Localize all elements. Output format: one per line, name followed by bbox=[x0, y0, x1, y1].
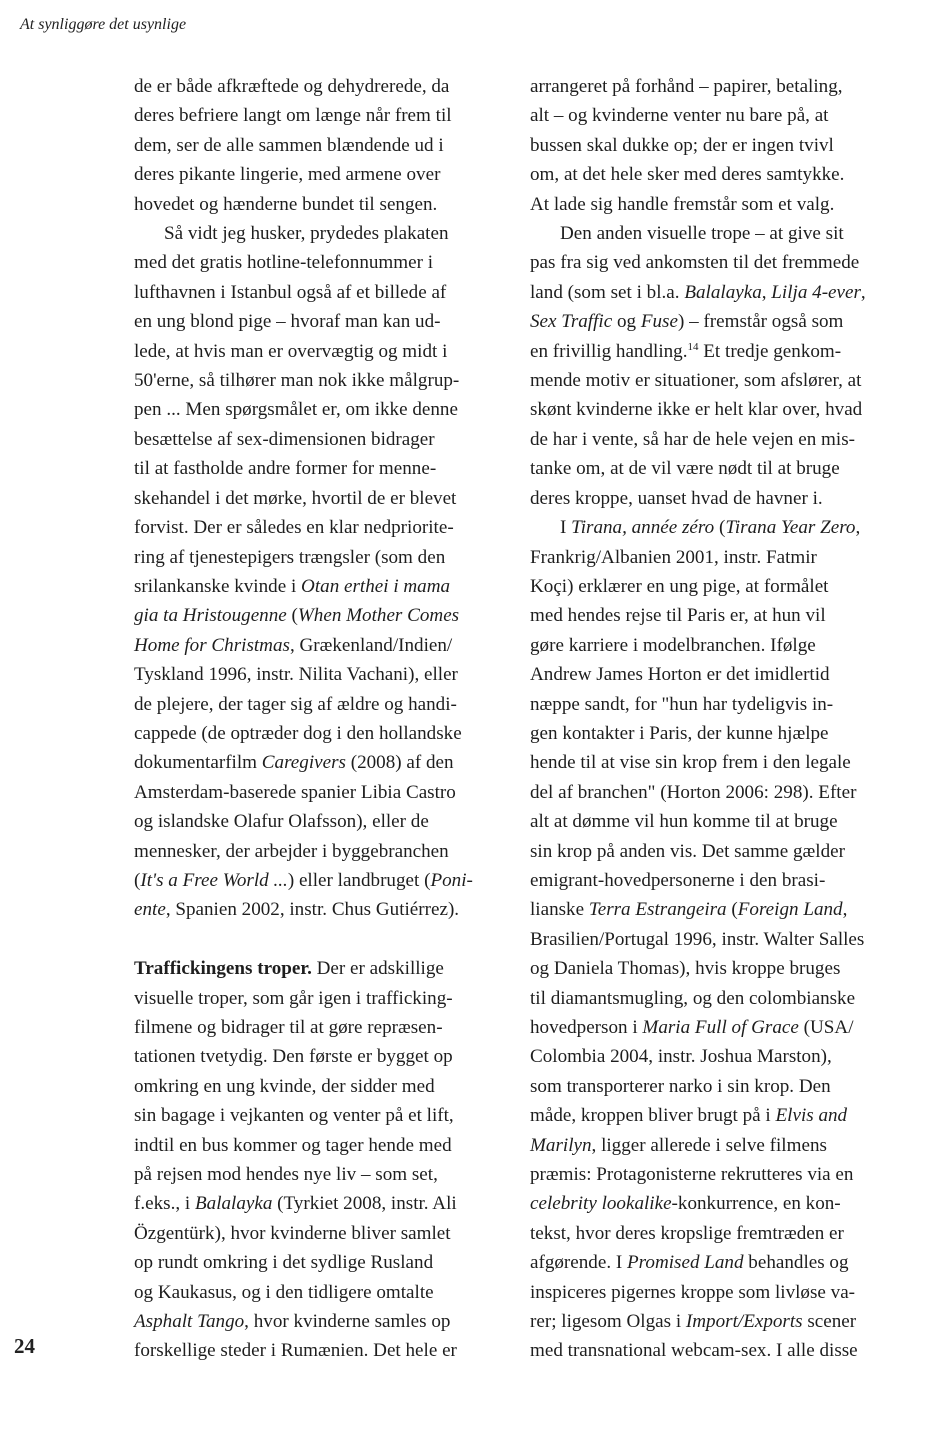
text-run: behandles og bbox=[743, 1252, 849, 1274]
film-title: Balalayka bbox=[194, 1193, 273, 1215]
text-run: (USA/ bbox=[798, 1017, 854, 1038]
text-line: en ung blond pige – hvoraf man kan ud- bbox=[134, 311, 441, 333]
text-line bbox=[134, 1307, 500, 1336]
film-title: Lilja 4-ever bbox=[771, 281, 861, 303]
film-title: It's a Free World ... bbox=[140, 869, 288, 891]
text-line: inspiceres pigernes kroppe som livløse va- bbox=[530, 1281, 856, 1303]
text-line: til at fastholde andre former for menne- bbox=[134, 458, 437, 480]
text-run: , bbox=[860, 281, 866, 303]
text-line bbox=[530, 513, 902, 542]
text-line bbox=[134, 954, 500, 983]
text-line: mende motiv er situationer, som afslører, at bbox=[530, 370, 862, 392]
text-run: I bbox=[560, 517, 572, 539]
text-line: cappede (de optræder dog i den hollandske bbox=[134, 722, 462, 744]
text-run: Der er adskillige bbox=[311, 958, 444, 980]
text-line: omkring en ung kvinde, der sidder med bbox=[134, 1075, 435, 1097]
text-line bbox=[530, 1131, 902, 1160]
text-line bbox=[134, 572, 500, 601]
text-run: en frivillig handling. bbox=[530, 340, 688, 362]
text-line bbox=[134, 1189, 500, 1218]
text-line: indtil en bus kommer og tager hende med bbox=[134, 1134, 452, 1156]
text-line: præmis: Protagonisterne rekrutteres via en bbox=[530, 1164, 854, 1186]
emphasis-term: celebrity lookalike bbox=[530, 1193, 672, 1215]
text-run: Et tredje genkom- bbox=[698, 340, 842, 362]
text-line: med transnational webcam-sex. I alle disse bbox=[530, 1340, 858, 1362]
text-line: arrangeret på forhånd – papirer, betaling, bbox=[530, 76, 843, 97]
film-title: Maria Full of Grace bbox=[642, 1017, 799, 1038]
text-line bbox=[530, 1101, 902, 1130]
film-title: Caregivers bbox=[261, 752, 346, 774]
film-title: gia ta Hristougenne bbox=[134, 605, 287, 627]
text-run: , Spanien 2002, instr. Chus Gutiérrez). bbox=[165, 899, 460, 921]
text-line bbox=[530, 1189, 902, 1218]
text-run: dokumentarfilm bbox=[134, 752, 262, 774]
text-line: tekst, hvor deres kropslige fremtræden er bbox=[530, 1222, 844, 1244]
text-run: (2008) af den bbox=[345, 752, 454, 774]
text-line: filmene og bidrager til at gøre repræsen- bbox=[134, 1016, 443, 1038]
text-line bbox=[530, 1248, 902, 1277]
text-line: ring af tjenestepigers trængsler (som den bbox=[134, 546, 446, 568]
text-line: om, at det hele sker med deres samtykke. bbox=[530, 164, 845, 186]
text-run: lianske bbox=[530, 899, 589, 921]
text-line: gen kontakter i Paris, der kunne hjælpe bbox=[530, 722, 829, 744]
film-title: Balalayka bbox=[684, 281, 762, 303]
text-line: og islandske Olafur Olafsson), eller de bbox=[134, 811, 429, 833]
text-line bbox=[530, 337, 902, 366]
text-line: Så vidt jeg husker, prydedes plakaten bbox=[164, 223, 449, 245]
film-title: Tirana Year Zero bbox=[725, 517, 856, 539]
film-title: Import/Exports bbox=[685, 1311, 803, 1333]
text-line: skehandel i det mørke, hvortil de er blevet bbox=[134, 487, 457, 509]
text-run: ( bbox=[286, 605, 298, 627]
text-line: Colombia 2004, instr. Joshua Marston), bbox=[530, 1046, 832, 1068]
text-line: emigrant-hovedpersonerne i den brasi- bbox=[530, 869, 826, 891]
text-line: tanke om, at de vil være nødt til at bruge bbox=[530, 458, 840, 480]
text-line: og Daniela Thomas), hvis kroppe bruges bbox=[530, 958, 841, 980]
film-title: Foreign Land bbox=[737, 899, 843, 921]
footnote-marker: 14 bbox=[687, 340, 699, 353]
text-line: Tyskland 1996, instr. Nilita Vachani), eller bbox=[134, 664, 458, 686]
text-run: og bbox=[612, 311, 641, 333]
film-title: Asphalt Tango bbox=[134, 1311, 245, 1333]
paragraph-gap bbox=[134, 925, 500, 954]
text-line bbox=[134, 631, 500, 660]
left-text-column bbox=[134, 72, 500, 1366]
text-line: til diamantsmugling, og den colombianske bbox=[530, 987, 856, 1009]
text-run: , bbox=[761, 281, 772, 303]
film-title: Terra Estrangeira bbox=[588, 899, 727, 921]
text-line bbox=[530, 1307, 902, 1336]
film-title: Poni- bbox=[430, 869, 473, 891]
text-line: de plejere, der tager sig af ældre og handi- bbox=[134, 693, 457, 715]
text-run: , hvor kvinderne samles op bbox=[244, 1311, 451, 1333]
page-number: 24 bbox=[14, 1334, 35, 1358]
text-run: scener bbox=[802, 1311, 857, 1333]
text-line: del af branchen" (Horton 2006: 298). Efter bbox=[530, 781, 857, 803]
text-line: med det gratis hotline-telefonnummer i bbox=[134, 252, 434, 274]
text-line: sin bagage i vejkanten og venter på et lift, bbox=[134, 1105, 454, 1127]
text-line bbox=[134, 866, 500, 895]
text-run: ( bbox=[714, 517, 726, 539]
text-line: tationen tvetydig. Den første er bygget op bbox=[134, 1046, 453, 1068]
text-line: lufthavnen i Istanbul også af et billede af bbox=[134, 281, 447, 303]
right-text-column bbox=[530, 72, 902, 1366]
text-line: bussen skal dukke op; der er ingen tvivl bbox=[530, 134, 834, 156]
text-line: alt at dømme vil hun komme til at bruge bbox=[530, 811, 838, 833]
text-line bbox=[134, 748, 500, 777]
text-line: At lade sig handle fremstår som et valg. bbox=[530, 193, 835, 215]
film-title: Promised Land bbox=[627, 1252, 744, 1274]
text-line: Den anden visuelle trope – at give sit bbox=[560, 223, 844, 245]
text-line: 50'erne, så tilhører man nok ikke målgrup- bbox=[134, 370, 460, 392]
text-line: sin krop på anden vis. Det samme gælder bbox=[530, 840, 845, 862]
text-line: besættelse af sex-dimensionen bidrager bbox=[134, 428, 435, 450]
text-line: lede, at hvis man er overvægtig og midt i bbox=[134, 340, 448, 362]
text-run: ) eller landbruget ( bbox=[287, 869, 431, 891]
text-run: land (som set i bl.a. bbox=[530, 281, 685, 303]
text-run: , ligger allerede i selve filmens bbox=[591, 1134, 827, 1156]
text-line: deres kroppe, uanset hvad de havner i. bbox=[530, 487, 823, 509]
text-run: ( bbox=[134, 869, 141, 891]
text-run: rer; ligesom Olgas i bbox=[530, 1311, 686, 1333]
text-run: srilankanske kvinde i bbox=[134, 575, 302, 597]
text-line bbox=[530, 895, 902, 924]
text-line: Özgentürk), hvor kvinderne bliver samlet bbox=[134, 1222, 451, 1244]
section-heading: Traffickingens troper. bbox=[134, 958, 312, 980]
text-line: mennesker, der arbejder i byggebranchen bbox=[134, 840, 449, 862]
film-title: When Mother Comes bbox=[297, 605, 460, 627]
text-run: , bbox=[842, 899, 848, 921]
text-line: forvist. Der er således en klar nedpriorite- bbox=[134, 517, 454, 539]
text-line: dem, ser de alle sammen blændende ud i bbox=[134, 134, 444, 156]
text-line: hovedet og hænderne bundet til sengen. bbox=[134, 193, 438, 215]
film-title: ente bbox=[134, 899, 166, 921]
film-title: Home for Christmas bbox=[134, 634, 290, 656]
text-line: Amsterdam-baserede spanier Libia Castro bbox=[134, 781, 456, 803]
text-line bbox=[134, 601, 500, 630]
text-run: ( bbox=[726, 899, 738, 921]
film-title: Elvis and bbox=[775, 1105, 848, 1127]
running-head-title: At synliggøre det usynlige bbox=[20, 16, 187, 33]
text-line: skønt kvinderne ikke er helt klar over, hvad bbox=[530, 399, 863, 421]
text-line: deres befriere langt om længe når frem til bbox=[134, 105, 452, 127]
text-line: pen ... Men spørgsmålet er, om ikke denne bbox=[134, 399, 458, 421]
text-line: Frankrig/Albanien 2001, instr. Fatmir bbox=[530, 546, 817, 568]
text-line: hende til at vise sin krop frem i den legale bbox=[530, 752, 851, 774]
text-run: afgørende. I bbox=[530, 1252, 628, 1274]
text-line: forskellige steder i Rumænien. Det hele er bbox=[134, 1340, 457, 1362]
text-line: på rejsen mod hendes nye liv – som set, bbox=[134, 1164, 438, 1186]
text-run: -konkurrence, en kon- bbox=[671, 1193, 841, 1215]
text-line: de er både afkræftede og dehydrerede, da bbox=[134, 76, 450, 97]
text-line: deres pikante lingerie, med armene over bbox=[134, 164, 441, 186]
text-line bbox=[530, 278, 902, 307]
text-run: , bbox=[855, 517, 861, 539]
text-run: hovedperson i bbox=[530, 1017, 643, 1038]
film-title: Marilyn bbox=[530, 1134, 592, 1156]
text-line bbox=[530, 1013, 902, 1042]
text-run: f.eks., i bbox=[134, 1193, 195, 1215]
text-line: som transporterer narko i sin krop. Den bbox=[530, 1075, 831, 1097]
film-title: Sex Traffic bbox=[530, 311, 613, 333]
text-run: (Tyrkiet 2008, instr. Ali bbox=[272, 1193, 457, 1215]
film-title: Otan erthei i mama bbox=[301, 575, 451, 597]
text-line: pas fra sig ved ankomsten til det fremmede bbox=[530, 252, 860, 274]
text-line: med hendes rejse til Paris er, at hun vil bbox=[530, 605, 826, 627]
text-run: , Grækenland/Indien/ bbox=[289, 634, 453, 656]
film-title: Fuse bbox=[640, 311, 678, 333]
text-line: op rundt omkring i det sydlige Rusland bbox=[134, 1252, 434, 1274]
text-line: de har i vente, så har de hele vejen en mis- bbox=[530, 428, 855, 450]
text-run: måde, kroppen bliver brugt på i bbox=[530, 1105, 776, 1127]
text-line: alt – og kvinderne venter nu bare på, at bbox=[530, 105, 829, 127]
text-line: og Kaukasus, og i den tidligere omtalte bbox=[134, 1281, 434, 1303]
text-run: ) – fremstår også som bbox=[677, 311, 844, 333]
text-line: gøre karriere i modelbranchen. Ifølge bbox=[530, 634, 816, 656]
film-title: Tirana, année zéro bbox=[571, 517, 715, 539]
text-line: Andrew James Horton er det imidlertid bbox=[530, 664, 830, 686]
text-line: Brasilien/Portugal 1996, instr. Walter Salles bbox=[530, 928, 865, 950]
text-line bbox=[530, 307, 902, 336]
text-line bbox=[134, 895, 500, 924]
text-line: Koçi) erklærer en ung pige, at formålet bbox=[530, 575, 829, 597]
text-line: næppe sandt, for "hun har tydeligvis in- bbox=[530, 693, 834, 715]
text-line: visuelle troper, som går igen i trafficking- bbox=[134, 987, 453, 1009]
